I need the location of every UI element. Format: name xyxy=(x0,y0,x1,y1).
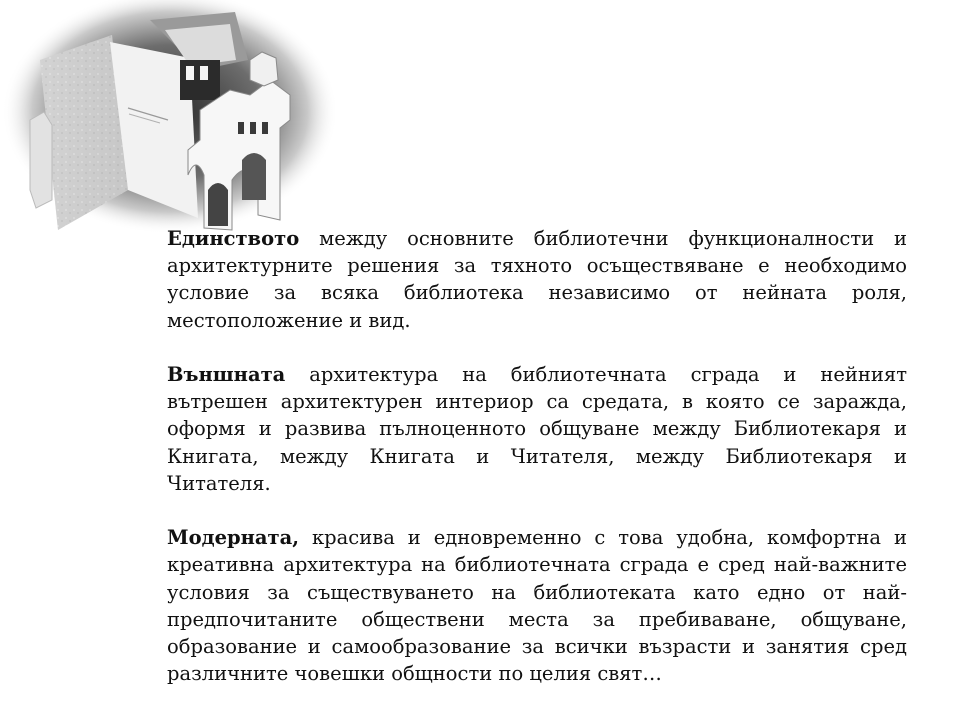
paragraph-body: между основните библиотечни функционалности и архитектурните решения за тяхното осъществяване е необходимо условие за всяка библиотека независимо от нейната роля, местоположение и вид. xyxy=(167,227,907,332)
lead-word: Външната xyxy=(167,363,286,386)
paragraph-body: архитектура на библиотечната сграда и нейният вътрешен архитектурен интериор са средата, в която се заражда, оформя и развива пълноценното общуване между Библиотекаря и Книгата, между Книгата и Читателя, между Библиотекаря и Читателя. xyxy=(167,363,907,495)
paragraph-body: красива и едновременно с това удобна, комфортна и креативна архитектура на библиотечната сграда е сред най-важните условия за съществуването на библиотеката като едно от най-предпочитаните обществени места за пребиваване, общуване, образование и самообразование за всички възрасти и занятия сред различните човешки общности по целия свят… xyxy=(167,526,907,686)
lead-word: Единството xyxy=(167,227,300,250)
pillar-relief xyxy=(30,112,52,208)
paragraph-exterior xyxy=(167,361,907,497)
paragraph-modern xyxy=(167,524,907,687)
lead-word: Модерната, xyxy=(167,526,300,550)
paragraph-unity xyxy=(167,225,907,334)
popup-book-photo xyxy=(0,0,340,240)
article-text xyxy=(167,225,907,687)
